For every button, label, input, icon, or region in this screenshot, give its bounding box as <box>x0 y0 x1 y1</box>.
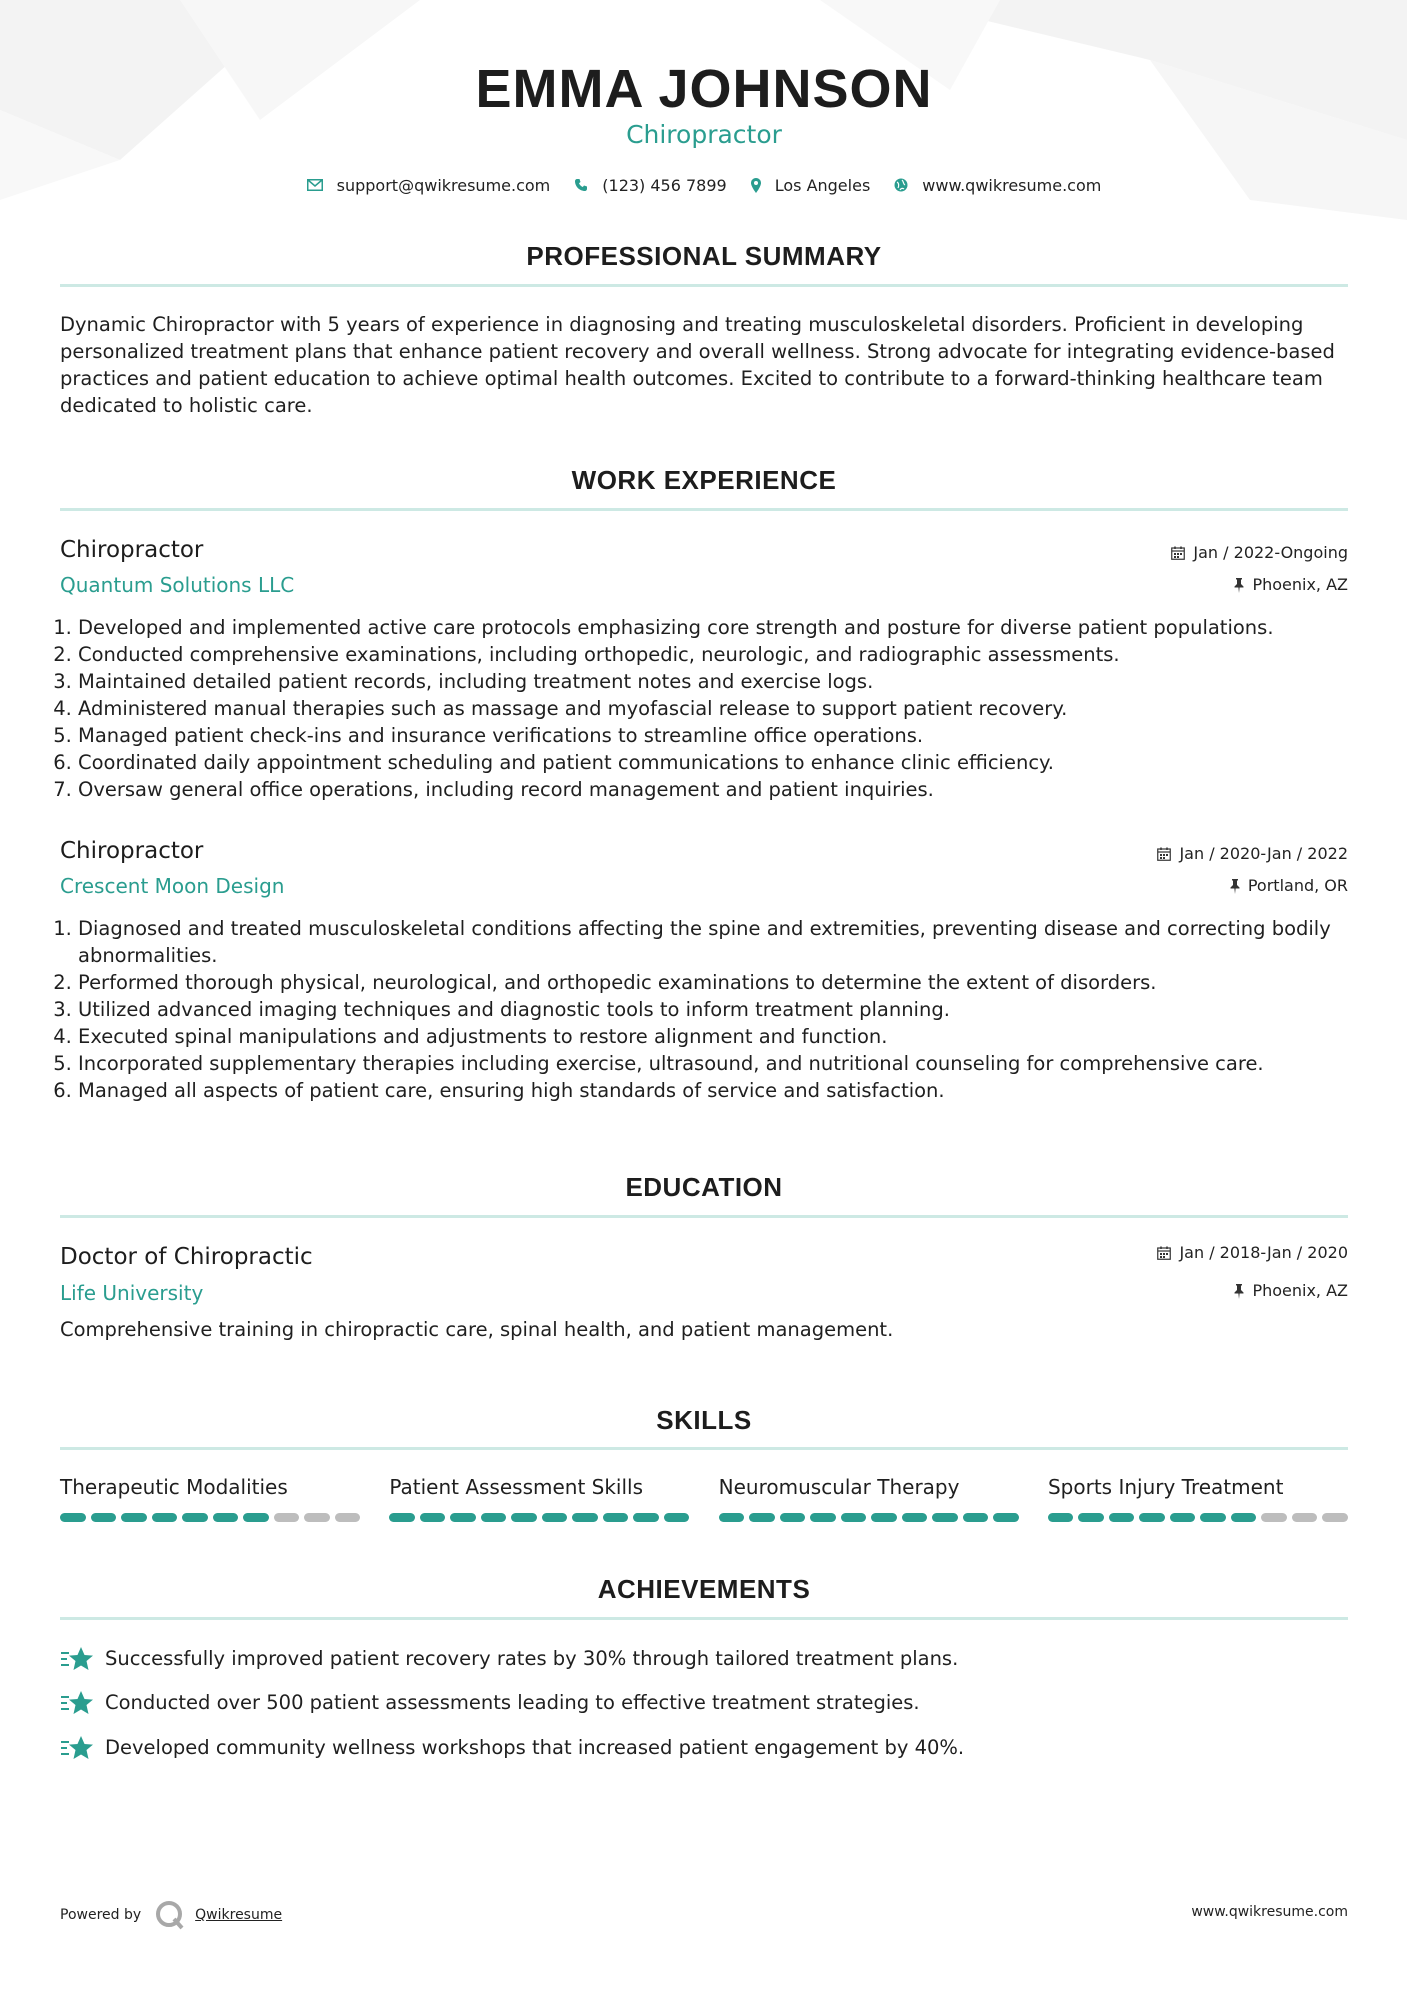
skills-heading: SKILLS <box>656 1405 752 1435</box>
job-title: Chiropractor <box>60 537 204 563</box>
list-item: 7. Oversaw general office operations, including record management and patient inquiries. <box>78 776 1366 803</box>
skill-level-segment <box>963 1513 989 1522</box>
job-company: Crescent Moon Design <box>60 874 285 898</box>
skill-level-bar <box>1048 1513 1348 1522</box>
skills-divider <box>60 1447 1348 1450</box>
skill-level-segment <box>871 1513 897 1522</box>
skill-level-segment <box>1078 1513 1104 1522</box>
dates-text: Jan / 2020-Jan / 2022 <box>1179 844 1348 863</box>
star-achievement-icon <box>60 1646 93 1672</box>
summary-text: Dynamic Chiropractor with 5 years of experience in diagnosing and treating musculoskeletal disorders. Proficient in developing personalized treatment plans that enhance patient recovery and overall wellness. Strong advocate for integrating evidence-based practices and patient education to achieve optimal health outcomes. Excited to contribute to a forward-thinking healthcare team dedicated to holistic care. <box>60 313 1335 417</box>
globe-icon <box>894 178 908 192</box>
skill-level-segment <box>1170 1513 1196 1522</box>
pushpin-icon <box>1234 1284 1244 1299</box>
achievement-item <box>60 1645 958 1672</box>
skill-level-segment <box>1139 1513 1165 1522</box>
list-item: 1. Diagnosed and treated musculoskeletal conditions affecting the spine and extremities, preventing disease and correcting bodily abnormalities. <box>78 915 1366 969</box>
list-item: 5. Incorporated supplementary therapies including exercise, ultrasound, and nutritional counseling for comprehensive care. <box>78 1050 1366 1077</box>
email-text: support@qwikresume.com <box>336 175 551 195</box>
achievement-item <box>60 1734 964 1761</box>
dates-text: Jan / 2018-Jan / 2020 <box>1179 1243 1348 1262</box>
dates-text: Jan / 2022-Ongoing <box>1193 543 1348 562</box>
skill-level-segment <box>389 1513 415 1522</box>
skill-level-segment <box>243 1513 269 1522</box>
skill-level-segment <box>1231 1513 1257 1522</box>
contact-email[interactable] <box>307 176 551 195</box>
skill-item <box>719 1473 1019 1522</box>
phone-icon <box>574 178 588 192</box>
job-company: Quantum Solutions LLC <box>60 573 295 597</box>
skill-level-segment <box>335 1513 361 1522</box>
achievements-heading: ACHIEVEMENTS <box>597 1574 811 1604</box>
achievements-divider <box>60 1617 1348 1620</box>
website-text: www.qwikresume.com <box>922 175 1102 195</box>
list-item: 3. Maintained detailed patient records, including treatment notes and exercise logs. <box>78 668 1366 695</box>
achievement-text: Developed community wellness workshops that increased patient engagement by 40%. <box>105 1736 965 1759</box>
map-pin-icon <box>751 178 761 193</box>
pushpin-icon <box>1230 879 1240 894</box>
location-text: Phoenix, AZ <box>1252 575 1348 594</box>
skill-level-segment <box>780 1513 806 1522</box>
degree-title: Doctor of Chiropractic <box>60 1244 313 1270</box>
location-text: Portland, OR <box>1247 876 1348 895</box>
footer-website[interactable]: www.qwikresume.com <box>1191 1904 1348 1920</box>
candidate-role: Chiropractor <box>626 120 782 149</box>
skill-level-segment <box>719 1513 745 1522</box>
skill-item <box>60 1473 360 1522</box>
skill-level-segment <box>572 1513 598 1522</box>
skill-level-segment <box>993 1513 1019 1522</box>
achievement-text: Conducted over 500 patient assessments leading to effective treatment strategies. <box>105 1691 920 1714</box>
skill-name: Neuromuscular Therapy <box>718 1475 960 1499</box>
skill-level-segment <box>1109 1513 1135 1522</box>
skill-level-segment <box>152 1513 178 1522</box>
skill-level-segment <box>932 1513 958 1522</box>
skill-level-segment <box>664 1513 690 1522</box>
skill-level-segment <box>91 1513 117 1522</box>
skill-level-segment <box>902 1513 928 1522</box>
skill-level-segment <box>274 1513 300 1522</box>
calendar-icon <box>1171 546 1185 560</box>
skill-level-segment <box>121 1513 147 1522</box>
education-dates <box>1157 1241 1348 1265</box>
skill-level-bar <box>719 1513 1019 1522</box>
list-item: 6. Coordinated daily appointment scheduling and patient communications to enhance clinic efficiency. <box>78 749 1366 776</box>
skill-name: Patient Assessment Skills <box>389 1475 644 1499</box>
education-heading: EDUCATION <box>625 1172 783 1202</box>
qwikresume-logo-icon <box>155 1900 185 1930</box>
skill-level-segment <box>1322 1513 1348 1522</box>
star-achievement-icon <box>60 1690 93 1716</box>
skill-level-segment <box>633 1513 659 1522</box>
candidate-name: EMMA JOHNSON <box>475 59 933 119</box>
list-item: 5. Managed patient check-ins and insurance verifications to streamline office operations. <box>78 722 1366 749</box>
skill-name: Therapeutic Modalities <box>60 1475 288 1499</box>
skill-name: Sports Injury Treatment <box>1047 1475 1284 1499</box>
skill-level-segment <box>420 1513 446 1522</box>
experience-divider <box>60 508 1348 511</box>
job-title: Chiropractor <box>60 838 204 864</box>
summary-heading: PROFESSIONAL SUMMARY <box>526 241 882 271</box>
education-divider <box>60 1215 1348 1218</box>
skill-level-segment <box>60 1513 86 1522</box>
list-item: 3. Utilized advanced imaging techniques and diagnostic tools to inform treatment planning. <box>78 996 1366 1023</box>
skill-level-segment <box>450 1513 476 1522</box>
skill-level-segment <box>213 1513 239 1522</box>
list-item: 6. Managed all aspects of patient care, ensuring high standards of service and satisfaction. <box>78 1077 1366 1104</box>
job-bullets <box>60 915 1366 1104</box>
list-item: 4. Administered manual therapies such as massage and myofascial release to support patient recovery. <box>78 695 1366 722</box>
list-item: 4. Executed spinal manipulations and adjustments to restore alignment and function. <box>78 1023 1366 1050</box>
calendar-icon <box>1157 847 1171 861</box>
skill-level-segment <box>511 1513 537 1522</box>
skill-item <box>389 1473 689 1522</box>
skill-level-segment <box>810 1513 836 1522</box>
achievement-text: Successfully improved patient recovery rates by 30% through tailored treatment plans. <box>105 1647 959 1670</box>
achievement-item <box>60 1689 920 1716</box>
skill-level-segment <box>1200 1513 1226 1522</box>
skill-level-segment <box>841 1513 867 1522</box>
skill-level-segment <box>304 1513 330 1522</box>
envelope-icon <box>307 179 323 191</box>
skill-level-segment <box>1261 1513 1287 1522</box>
job-location <box>1230 874 1348 898</box>
contact-bar <box>60 170 1348 200</box>
list-item: 2. Performed thorough physical, neurological, and orthopedic examinations to determine the extent of disorders. <box>78 969 1366 996</box>
qwikresume-link[interactable]: Qwikresume <box>195 1907 283 1923</box>
education-description: Comprehensive training in chiropractic care, spinal health, and patient management. <box>60 1318 894 1341</box>
skill-item <box>1048 1473 1348 1522</box>
calendar-icon <box>1157 1246 1171 1260</box>
contact-phone[interactable] <box>574 176 726 195</box>
skill-level-bar <box>389 1513 689 1522</box>
location-text: Los Angeles <box>774 175 871 195</box>
skill-level-segment <box>749 1513 775 1522</box>
job-dates <box>1157 842 1348 866</box>
contact-location <box>751 176 871 195</box>
contact-website[interactable] <box>894 176 1101 195</box>
list-item: 2. Conducted comprehensive examinations, including orthopedic, neurologic, and radiographic assessments. <box>78 641 1366 668</box>
job-dates <box>1171 541 1348 565</box>
star-achievement-icon <box>60 1735 93 1761</box>
skills-list <box>60 1473 1348 1522</box>
skill-level-segment <box>182 1513 208 1522</box>
job-location <box>1234 573 1348 597</box>
phone-text: (123) 456 7899 <box>602 175 727 195</box>
skill-level-segment <box>542 1513 568 1522</box>
skill-level-bar <box>60 1513 360 1522</box>
experience-heading: WORK EXPERIENCE <box>571 465 837 495</box>
skill-level-segment <box>1292 1513 1318 1522</box>
list-item: 1. Developed and implemented active care protocols emphasizing core strength and posture for diverse patient populations. <box>78 614 1366 641</box>
pushpin-icon <box>1234 578 1244 593</box>
school-name: Life University <box>60 1281 204 1305</box>
summary-divider <box>60 284 1348 287</box>
skill-level-segment <box>603 1513 629 1522</box>
education-location <box>1234 1279 1348 1303</box>
skill-level-segment <box>1048 1513 1074 1522</box>
location-text: Phoenix, AZ <box>1252 1281 1348 1300</box>
powered-by-label: Powered by <box>60 1907 142 1923</box>
skill-level-segment <box>481 1513 507 1522</box>
footer-powered-by <box>60 1900 282 1930</box>
job-bullets <box>60 614 1366 803</box>
